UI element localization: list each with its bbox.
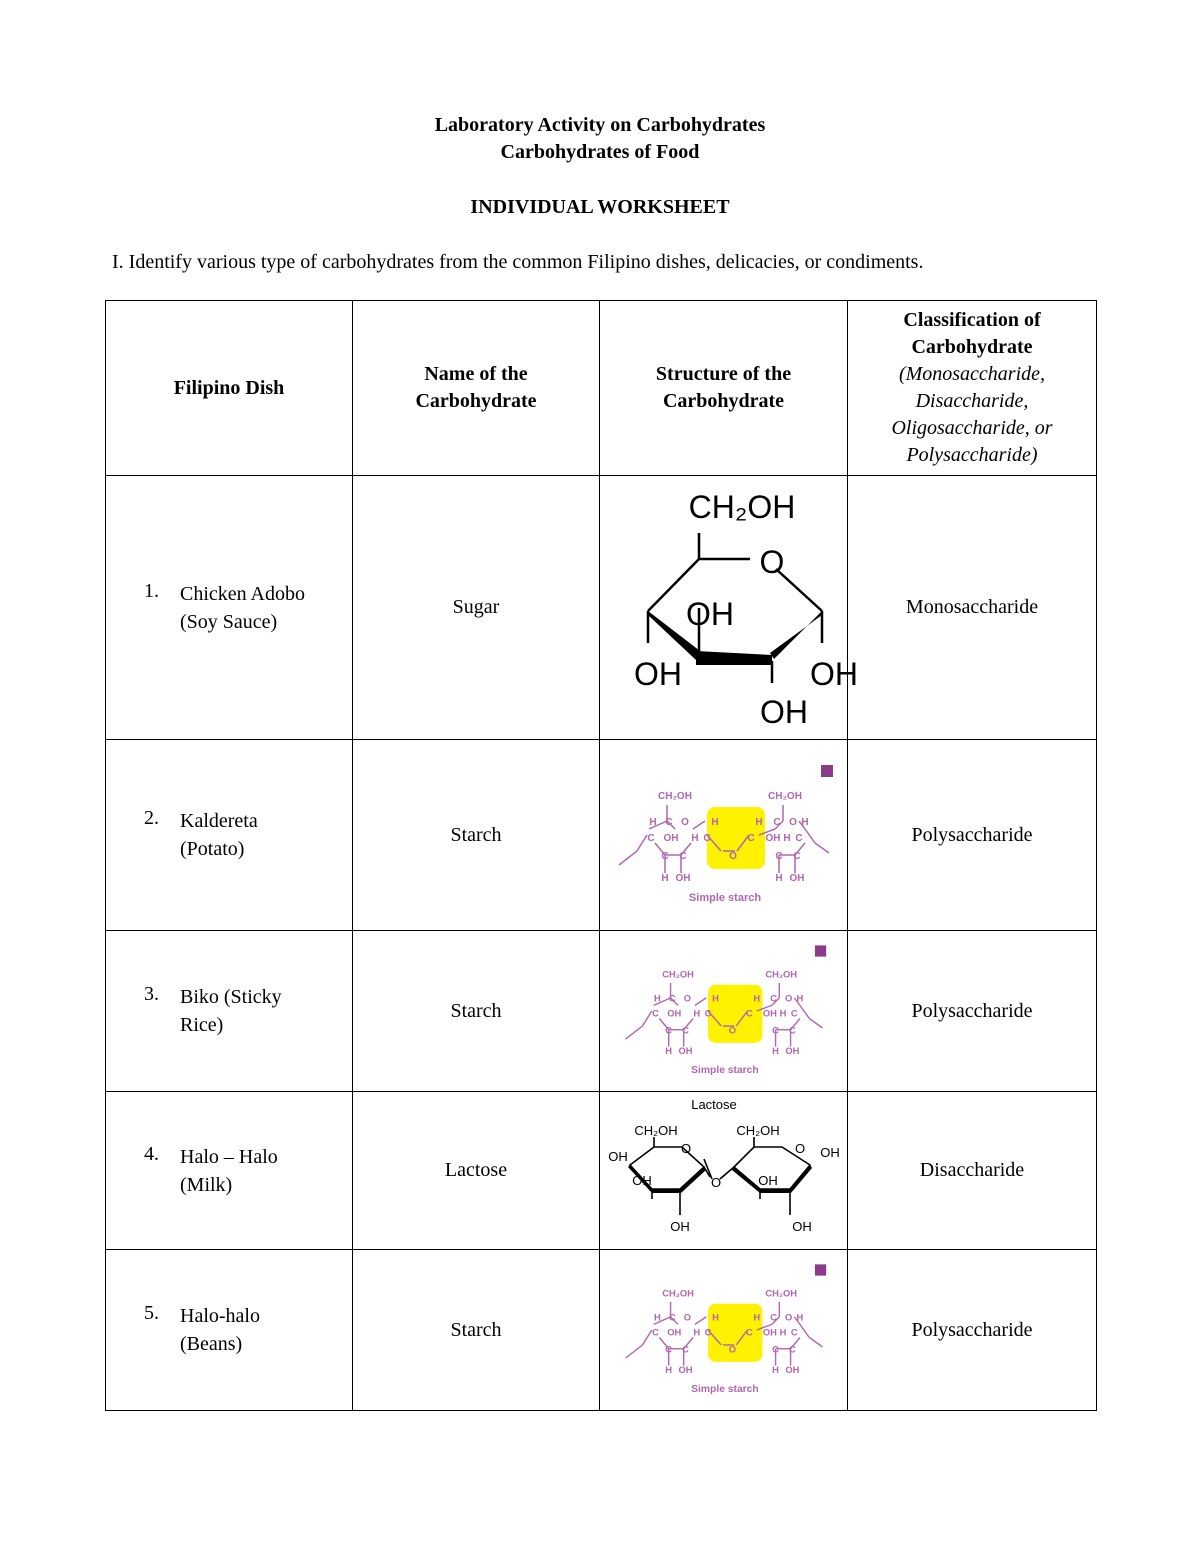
- starch-atom-label: C: [660, 851, 669, 862]
- starch-bond: [815, 843, 829, 853]
- carbohydrate-name-cell: Starch: [353, 740, 600, 931]
- starch-atom-label: C: [702, 833, 711, 844]
- lactose-ring-oxygen-label: O: [680, 1140, 691, 1156]
- starch-atom-label: O: [788, 817, 797, 828]
- starch-atom-label: H: [692, 1008, 700, 1019]
- starch-badge: [821, 765, 833, 777]
- starch-atom-label: O: [784, 993, 792, 1004]
- dish-cell: 5. Halo-halo (Beans): [106, 1250, 353, 1411]
- glucose-ring-oxygen-label: O: [759, 543, 784, 580]
- starch-bond: [625, 1345, 642, 1358]
- starch-atom-label: H: [653, 993, 661, 1004]
- table-row: [106, 1250, 1097, 1411]
- structure-cell: [600, 931, 848, 1092]
- classification-cell: Polysaccharide: [848, 740, 1097, 931]
- starch-atom-label: H: [754, 817, 763, 828]
- starch-atom-label: C: [746, 833, 755, 844]
- carbohydrate-name-cell: Sugar: [353, 476, 600, 740]
- starch-badge: [814, 945, 825, 956]
- lactose-oh-label: OH: [669, 1218, 690, 1234]
- starch-bond: [694, 998, 705, 1006]
- starch-atom-label: C: [790, 1327, 798, 1338]
- carbohydrate-name-cell: Lactose: [353, 1092, 600, 1250]
- table-row: [106, 1092, 1097, 1250]
- starch-bond: [625, 1026, 642, 1039]
- starch-atom-label: C: [681, 1344, 689, 1355]
- table-row: [106, 931, 1097, 1092]
- starch-atom-label: CH₂OH: [767, 791, 802, 802]
- dish-cell: 3. Biko (Sticky Rice): [106, 931, 353, 1092]
- starch-atom-label: C: [792, 851, 801, 862]
- starch-atom-label: H: [648, 817, 657, 828]
- worksheet-label: INDIVIDUAL WORKSHEET: [470, 196, 730, 218]
- starch-atom-label: O: [728, 1025, 736, 1036]
- lactose-glycosidic-oxygen-label: O: [710, 1174, 721, 1190]
- lactose-oh-label: OH: [819, 1144, 840, 1160]
- lactose-oh-label: OH: [607, 1148, 628, 1164]
- starch-atom-label: H: [710, 817, 719, 828]
- table-row: [106, 740, 1097, 931]
- starch-atom-label: O: [784, 1312, 792, 1323]
- starch-atom-label: H: [771, 1365, 779, 1376]
- structure-cell: [600, 1250, 848, 1411]
- starch-atom-label: OH: [666, 1327, 681, 1338]
- starch-atom-label: O: [683, 1312, 691, 1323]
- header-carbohydrate-structure: Structure of the Carbohydrate: [600, 301, 848, 476]
- starch-bond: [637, 835, 647, 851]
- lactose-structure-diagram: [604, 1095, 844, 1247]
- starch-atom-label: CH₂OH: [764, 1288, 797, 1299]
- starch-atom-label: H: [779, 1008, 786, 1019]
- starch-atom-label: C: [651, 1008, 659, 1019]
- starch-badge: [814, 1264, 825, 1275]
- starch-atom-label: H: [782, 833, 791, 844]
- glucose-ch2oh-label: CH₂OH: [688, 488, 795, 525]
- starch-atom-label: H: [796, 993, 803, 1004]
- starch-atom-label: H: [664, 1365, 672, 1376]
- starch-atom-label: CH₂OH: [764, 969, 797, 980]
- starch-atom-label: C: [771, 1344, 779, 1355]
- starch-atom-label: OH: [675, 873, 690, 884]
- instruction-text: I. Identify various type of carbohydrates from the common Filipino dishes, delicacies, or condiments.: [112, 251, 924, 273]
- starch-atom-label: C: [668, 1312, 676, 1323]
- lactose-oh-label: OH: [757, 1172, 778, 1188]
- starch-atom-label: OH: [678, 1046, 693, 1057]
- starch-caption: Simple starch: [688, 892, 761, 904]
- structure-cell: [600, 1092, 848, 1250]
- starch-bond: [694, 1317, 705, 1325]
- header-classification: Classification of Carbohydrate (Monosaccharide, Disaccharide, Oligosaccharide, or Polysaccharide): [848, 301, 1097, 476]
- dish-cell: 1. Chicken Adobo (Soy Sauce): [106, 476, 353, 740]
- lactose-oh-label: OH: [791, 1218, 812, 1234]
- starch-atom-label: H: [779, 1327, 786, 1338]
- starch-atom-label: H: [711, 1312, 719, 1323]
- starch-atom-label: O: [728, 1344, 736, 1355]
- starch-atom-label: C: [772, 817, 781, 828]
- starch-bond: [805, 829, 815, 843]
- glucose-oh-label: OH: [809, 655, 858, 692]
- lactose-ch2oh-label: CH₂OH: [633, 1122, 678, 1138]
- starch-atom-label: C: [704, 1327, 711, 1338]
- carbohydrate-table: [105, 300, 1097, 1411]
- starch-atom-label: H: [664, 1046, 672, 1057]
- starch-atom-label: H: [690, 833, 699, 844]
- starch-atom-label: C: [745, 1008, 753, 1019]
- starch-atom-label: C: [745, 1327, 753, 1338]
- carbohydrate-name-cell: Starch: [353, 931, 600, 1092]
- header-filipino-dish: Filipino Dish: [106, 301, 353, 476]
- starch-atom-label: OH: [678, 1365, 693, 1376]
- starch-caption: Simple starch: [690, 1383, 759, 1395]
- glucose-oh-label: OH: [633, 655, 682, 692]
- starch-atom-label: C: [704, 1008, 711, 1019]
- starch-atom-label: H: [660, 873, 669, 884]
- starch-bond: [799, 1324, 808, 1337]
- starch-atom-label: O: [683, 993, 691, 1004]
- starch-atom-label: C: [646, 833, 655, 844]
- starch-atom-label: C: [668, 993, 676, 1004]
- starch-structure-diagram: [609, 1255, 839, 1405]
- starch-atom-label: H: [796, 1312, 803, 1323]
- table-row: [106, 476, 1097, 740]
- structure-cell: [600, 476, 858, 740]
- starch-atom-label: OH: [784, 1046, 799, 1057]
- glucose-oh-label: OH: [759, 693, 808, 730]
- starch-atom-label: CH₂OH: [661, 969, 694, 980]
- starch-atom-label: CH₂OH: [661, 1288, 694, 1299]
- starch-atom-label: C: [788, 1344, 796, 1355]
- starch-atom-label: C: [774, 851, 783, 862]
- starch-atom-label: C: [664, 817, 673, 828]
- lactose-oh-label: OH: [631, 1172, 652, 1188]
- glucose-oh-label: OH: [685, 595, 734, 632]
- starch-atom-label: O: [728, 851, 737, 862]
- starch-atom-label: C: [788, 1025, 796, 1036]
- starch-atom-label: H: [752, 1312, 760, 1323]
- starch-caption: Simple starch: [690, 1064, 759, 1076]
- dish-cell: 4. Halo – Halo (Milk): [106, 1092, 353, 1250]
- starch-structure-diagram: [609, 755, 839, 915]
- classification-cell: Monosaccharide: [848, 476, 1097, 740]
- starch-atom-label: C: [769, 993, 777, 1004]
- starch-bond: [809, 1338, 822, 1347]
- lactose-caption: Lactose: [690, 1096, 737, 1112]
- starch-atom-label: H: [774, 873, 783, 884]
- starch-atom-label: C: [664, 1344, 672, 1355]
- starch-atom-label: C: [769, 1312, 777, 1323]
- starch-atom-label: C: [678, 851, 687, 862]
- classification-cell: Polysaccharide: [848, 1250, 1097, 1411]
- starch-structure-diagram: [609, 936, 839, 1086]
- starch-bond: [693, 821, 705, 829]
- worksheet-subtitle: Carbohydrates of Food: [500, 141, 700, 163]
- starch-atom-label: O: [680, 817, 689, 828]
- starch-atom-label: H: [800, 817, 809, 828]
- starch-bond: [619, 851, 637, 865]
- starch-atom-label: C: [790, 1008, 798, 1019]
- starch-atom-label: H: [711, 993, 719, 1004]
- starch-atom-label: OH: [784, 1365, 799, 1376]
- worksheet-title: Laboratory Activity on Carbohydrates: [434, 114, 766, 136]
- starch-atom-label: OH: [663, 833, 678, 844]
- starch-atom-label: C: [664, 1025, 672, 1036]
- starch-atom-label: C: [651, 1327, 659, 1338]
- starch-bond: [799, 1005, 808, 1018]
- classification-cell: Polysaccharide: [848, 931, 1097, 1092]
- header-carbohydrate-name: Name of the Carbohydrate: [353, 301, 600, 476]
- starch-atom-label: OH: [765, 833, 780, 844]
- glucose-structure-diagram: [624, 483, 858, 733]
- starch-atom-label: H: [752, 993, 760, 1004]
- starch-atom-label: C: [681, 1025, 689, 1036]
- starch-atom-label: C: [794, 833, 803, 844]
- starch-atom-label: H: [692, 1327, 700, 1338]
- starch-bond: [642, 1011, 651, 1026]
- starch-atom-label: OH: [762, 1327, 777, 1338]
- starch-atom-label: H: [771, 1046, 779, 1057]
- lactose-ch2oh-label: CH₂OH: [735, 1122, 780, 1138]
- structure-cell: [600, 740, 848, 931]
- starch-atom-label: OH: [762, 1008, 777, 1019]
- starch-atom-label: OH: [666, 1008, 681, 1019]
- starch-bond: [642, 1330, 651, 1345]
- starch-atom-label: OH: [789, 873, 804, 884]
- starch-bond: [809, 1019, 822, 1028]
- starch-atom-label: H: [653, 1312, 661, 1323]
- dish-cell: 2. Kaldereta (Potato): [106, 740, 353, 931]
- classification-cell: Disaccharide: [848, 1092, 1097, 1250]
- lactose-ring-oxygen-label: O: [794, 1140, 805, 1156]
- starch-atom-label: C: [771, 1025, 779, 1036]
- carbohydrate-name-cell: Starch: [353, 1250, 600, 1411]
- table-header-row: [106, 301, 1097, 476]
- starch-atom-label: CH₂OH: [657, 791, 692, 802]
